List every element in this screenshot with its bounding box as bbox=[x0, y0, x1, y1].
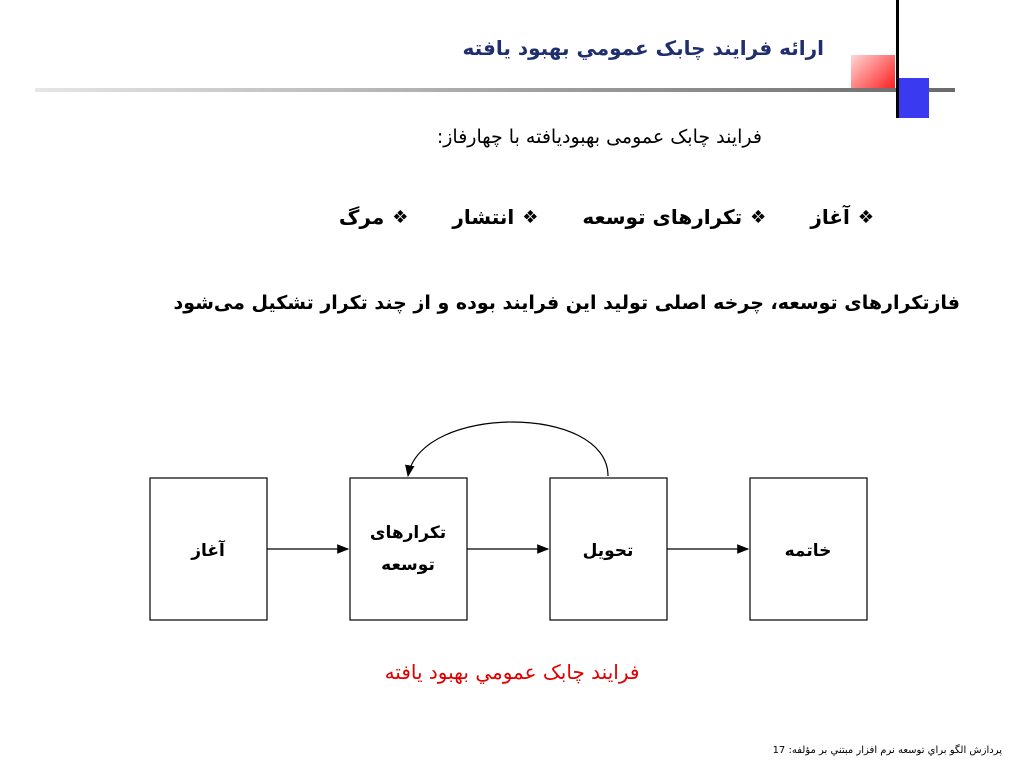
page-number: 17 bbox=[772, 745, 786, 756]
feedback-loop-arrow bbox=[408, 422, 608, 476]
box-delivery-label: تحویل bbox=[582, 541, 634, 561]
phases-list bbox=[339, 205, 874, 229]
corner-red-square bbox=[851, 55, 895, 88]
process-diagram bbox=[130, 420, 890, 640]
box-iterations bbox=[350, 478, 467, 620]
diamond-bullet-icon: ❖ bbox=[392, 206, 409, 228]
diamond-bullet-icon: ❖ bbox=[522, 206, 539, 228]
phase-label: مرگ bbox=[338, 205, 385, 229]
box-iterations-label-line1: تکرارهای bbox=[369, 523, 447, 543]
slide-title: ارائه فرايند چابک عمومي بهبود يافته bbox=[462, 36, 824, 60]
title-divider bbox=[35, 88, 955, 92]
box-start-label: آغاز bbox=[191, 541, 225, 561]
phase-item bbox=[582, 205, 766, 229]
diagram-caption: فرايند چابک عمومي بهبود يافته bbox=[384, 660, 640, 684]
corner-blue-square bbox=[899, 78, 929, 118]
phase-item bbox=[452, 205, 538, 229]
phase-item bbox=[810, 205, 874, 229]
description-text: فازتکرارهای توسعه، چرخه اصلی تولید این فرایند بوده و از چند تکرار تشکیل می‌شود bbox=[173, 292, 960, 314]
phase-label: انتشار bbox=[452, 205, 515, 229]
diamond-bullet-icon: ❖ bbox=[750, 206, 767, 228]
box-iterations-label-line2: توسعه bbox=[381, 555, 435, 575]
footer bbox=[773, 745, 1002, 756]
box-end-label: خاتمه bbox=[784, 541, 832, 561]
intro-text: فرایند چابک عمومی بهبودیافته با چهارفاز: bbox=[436, 126, 762, 148]
phase-label: تکرارهای توسعه bbox=[582, 205, 743, 229]
phase-label: آغاز bbox=[810, 205, 850, 229]
diamond-bullet-icon: ❖ bbox=[857, 206, 874, 228]
footer-text: پردازش الگو براي توسعه نرم افزار مبتني بر مؤلفه: bbox=[788, 745, 1002, 756]
phase-item bbox=[339, 205, 408, 229]
